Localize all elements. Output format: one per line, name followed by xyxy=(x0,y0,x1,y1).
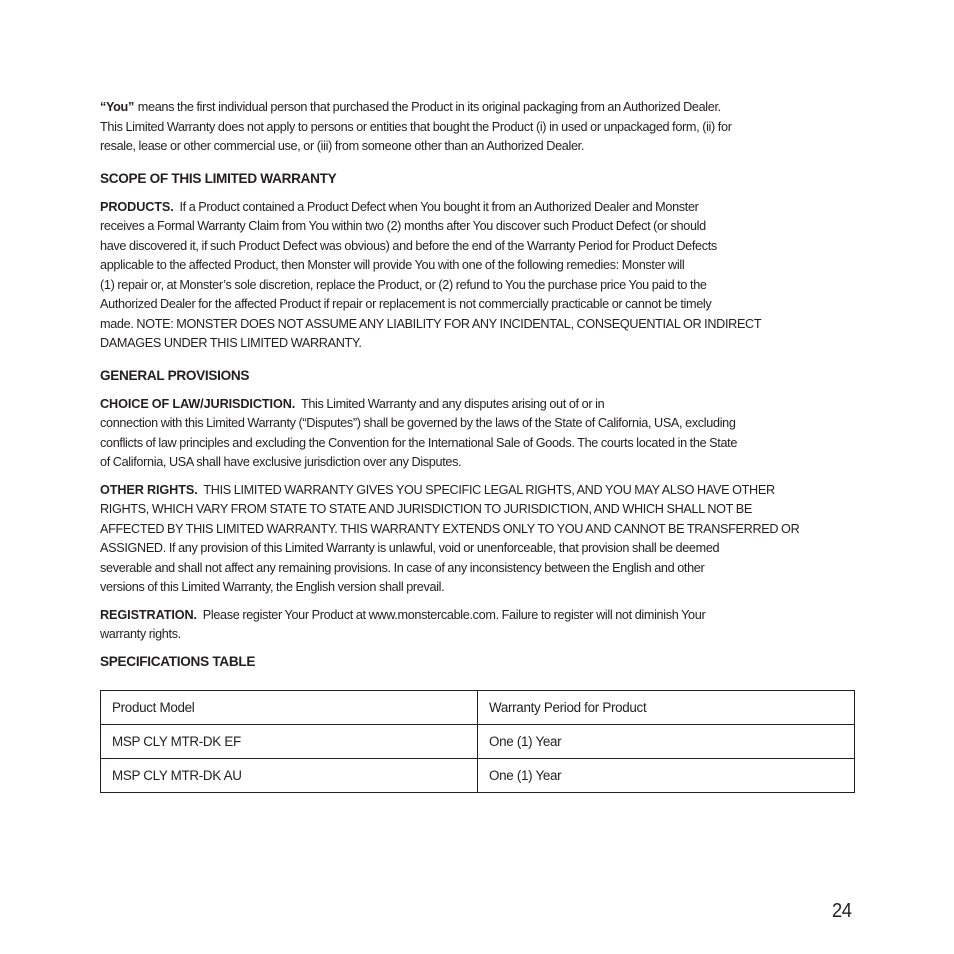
table-cell-model: MSP CLY MTR-DK AU xyxy=(101,759,478,793)
registration-line: warranty rights. xyxy=(100,626,181,641)
other-rights-lead: OTHER RIGHTS. xyxy=(100,481,198,497)
definition-line: resale, lease or other commercial use, or (iii) from someone other than an Authorized Dealer. xyxy=(100,138,585,153)
other-rights-line: RIGHTS, WHICH VARY FROM STATE TO STATE AND JURISDICTION TO JURISDICTION, AND WHICH SHALL NOT BE xyxy=(100,501,752,516)
products-line: Authorized Dealer for the affected Product if repair or replacement is not commercially practicable or cannot be timely xyxy=(100,296,712,311)
table-cell-warranty: One (1) Year xyxy=(478,725,855,759)
products-line: made. NOTE: MONSTER DOES NOT ASSUME ANY LIABILITY FOR ANY INCIDENTAL, CONSEQUENTIAL OR INDIRECT xyxy=(100,315,762,331)
definition-term: “You” xyxy=(100,99,134,114)
products-line: If a Product contained a Product Defect when You bought it from an Authorized Dealer and Monster xyxy=(179,198,699,214)
choice-of-law-line: This Limited Warranty and any disputes arising out of or in xyxy=(300,395,605,411)
other-rights-line: ASSIGNED. If any provision of this Limited Warranty is unlawful, void or unenforceable, that provision shall be deemed xyxy=(100,540,720,555)
other-rights-line: AFFECTED BY THIS LIMITED WARRANTY. THIS WARRANTY EXTENDS ONLY TO YOU AND CANNOT BE TRANSFERRED OR xyxy=(100,520,800,536)
choice-of-law-lead: CHOICE OF LAW/JURISDICTION. xyxy=(100,395,296,411)
specifications-heading: SPECIFICATIONS TABLE xyxy=(100,653,256,669)
general-heading: GENERAL PROVISIONS xyxy=(100,367,250,383)
choice-of-law-paragraph xyxy=(100,394,855,472)
definition-paragraph xyxy=(100,97,855,156)
table-header-cell: Warranty Period for Product xyxy=(478,691,855,725)
table-cell-warranty: One (1) Year xyxy=(478,759,855,793)
table-cell-model: MSP CLY MTR-DK EF xyxy=(101,725,478,759)
table-header-cell: Product Model xyxy=(101,691,478,725)
specifications-table xyxy=(100,690,855,793)
products-line: DAMAGES UNDER THIS LIMITED WARRANTY. xyxy=(100,335,362,350)
definition-line: This Limited Warranty does not apply to persons or entities that bought the Product (i) in used or unpackaged form, (ii) for xyxy=(100,118,732,134)
other-rights-line: THIS LIMITED WARRANTY GIVES YOU SPECIFIC LEGAL RIGHTS, AND YOU MAY ALSO HAVE OTHER xyxy=(203,481,775,497)
table-row xyxy=(101,759,855,793)
registration-line: Please register Your Product at www.monstercable.com. Failure to register will not diminish Your xyxy=(202,606,706,622)
definition-line: means the first individual person that purchased the Product in its original packaging from an Authorized Dealer. xyxy=(137,99,721,114)
other-rights-line: severable and shall not affect any remaining provisions. In case of any inconsistency between the English and other xyxy=(100,559,705,575)
products-line: (1) repair or, at Monster’s sole discretion, replace the Product, or (2) refund to You the purchase price You paid to the xyxy=(100,276,707,292)
choice-of-law-line: conflicts of law principles and excluding the Convention for the International Sale of Goods. The courts located in the State xyxy=(100,434,738,450)
warranty-text xyxy=(100,97,855,671)
products-line: applicable to the affected Product, then Monster will provide You with one of the following remedies: Monster will xyxy=(100,257,685,272)
registration-paragraph xyxy=(100,605,855,644)
products-paragraph xyxy=(100,197,855,353)
choice-of-law-line: of California, USA shall have exclusive jurisdiction over any Disputes. xyxy=(100,454,462,469)
table-row xyxy=(101,725,855,759)
table-header-row xyxy=(101,691,855,725)
products-lead: PRODUCTS. xyxy=(100,198,174,214)
registration-lead: REGISTRATION. xyxy=(100,606,197,622)
choice-of-law-line: connection with this Limited Warranty (“Disputes”) shall be governed by the laws of the State of California, USA, excluding xyxy=(100,415,736,430)
other-rights-line: versions of this Limited Warranty, the English version shall prevail. xyxy=(100,579,445,594)
products-line: receives a Formal Warranty Claim from You within two (2) months after You discover such Product Defect (or should xyxy=(100,218,706,233)
products-line: have discovered it, if such Product Defect was obvious) and before the end of the Warranty Period for Product Defects xyxy=(100,237,717,253)
other-rights-paragraph xyxy=(100,480,855,597)
page-number: 24 xyxy=(832,900,852,922)
scope-heading: SCOPE OF THIS LIMITED WARRANTY xyxy=(100,170,337,186)
